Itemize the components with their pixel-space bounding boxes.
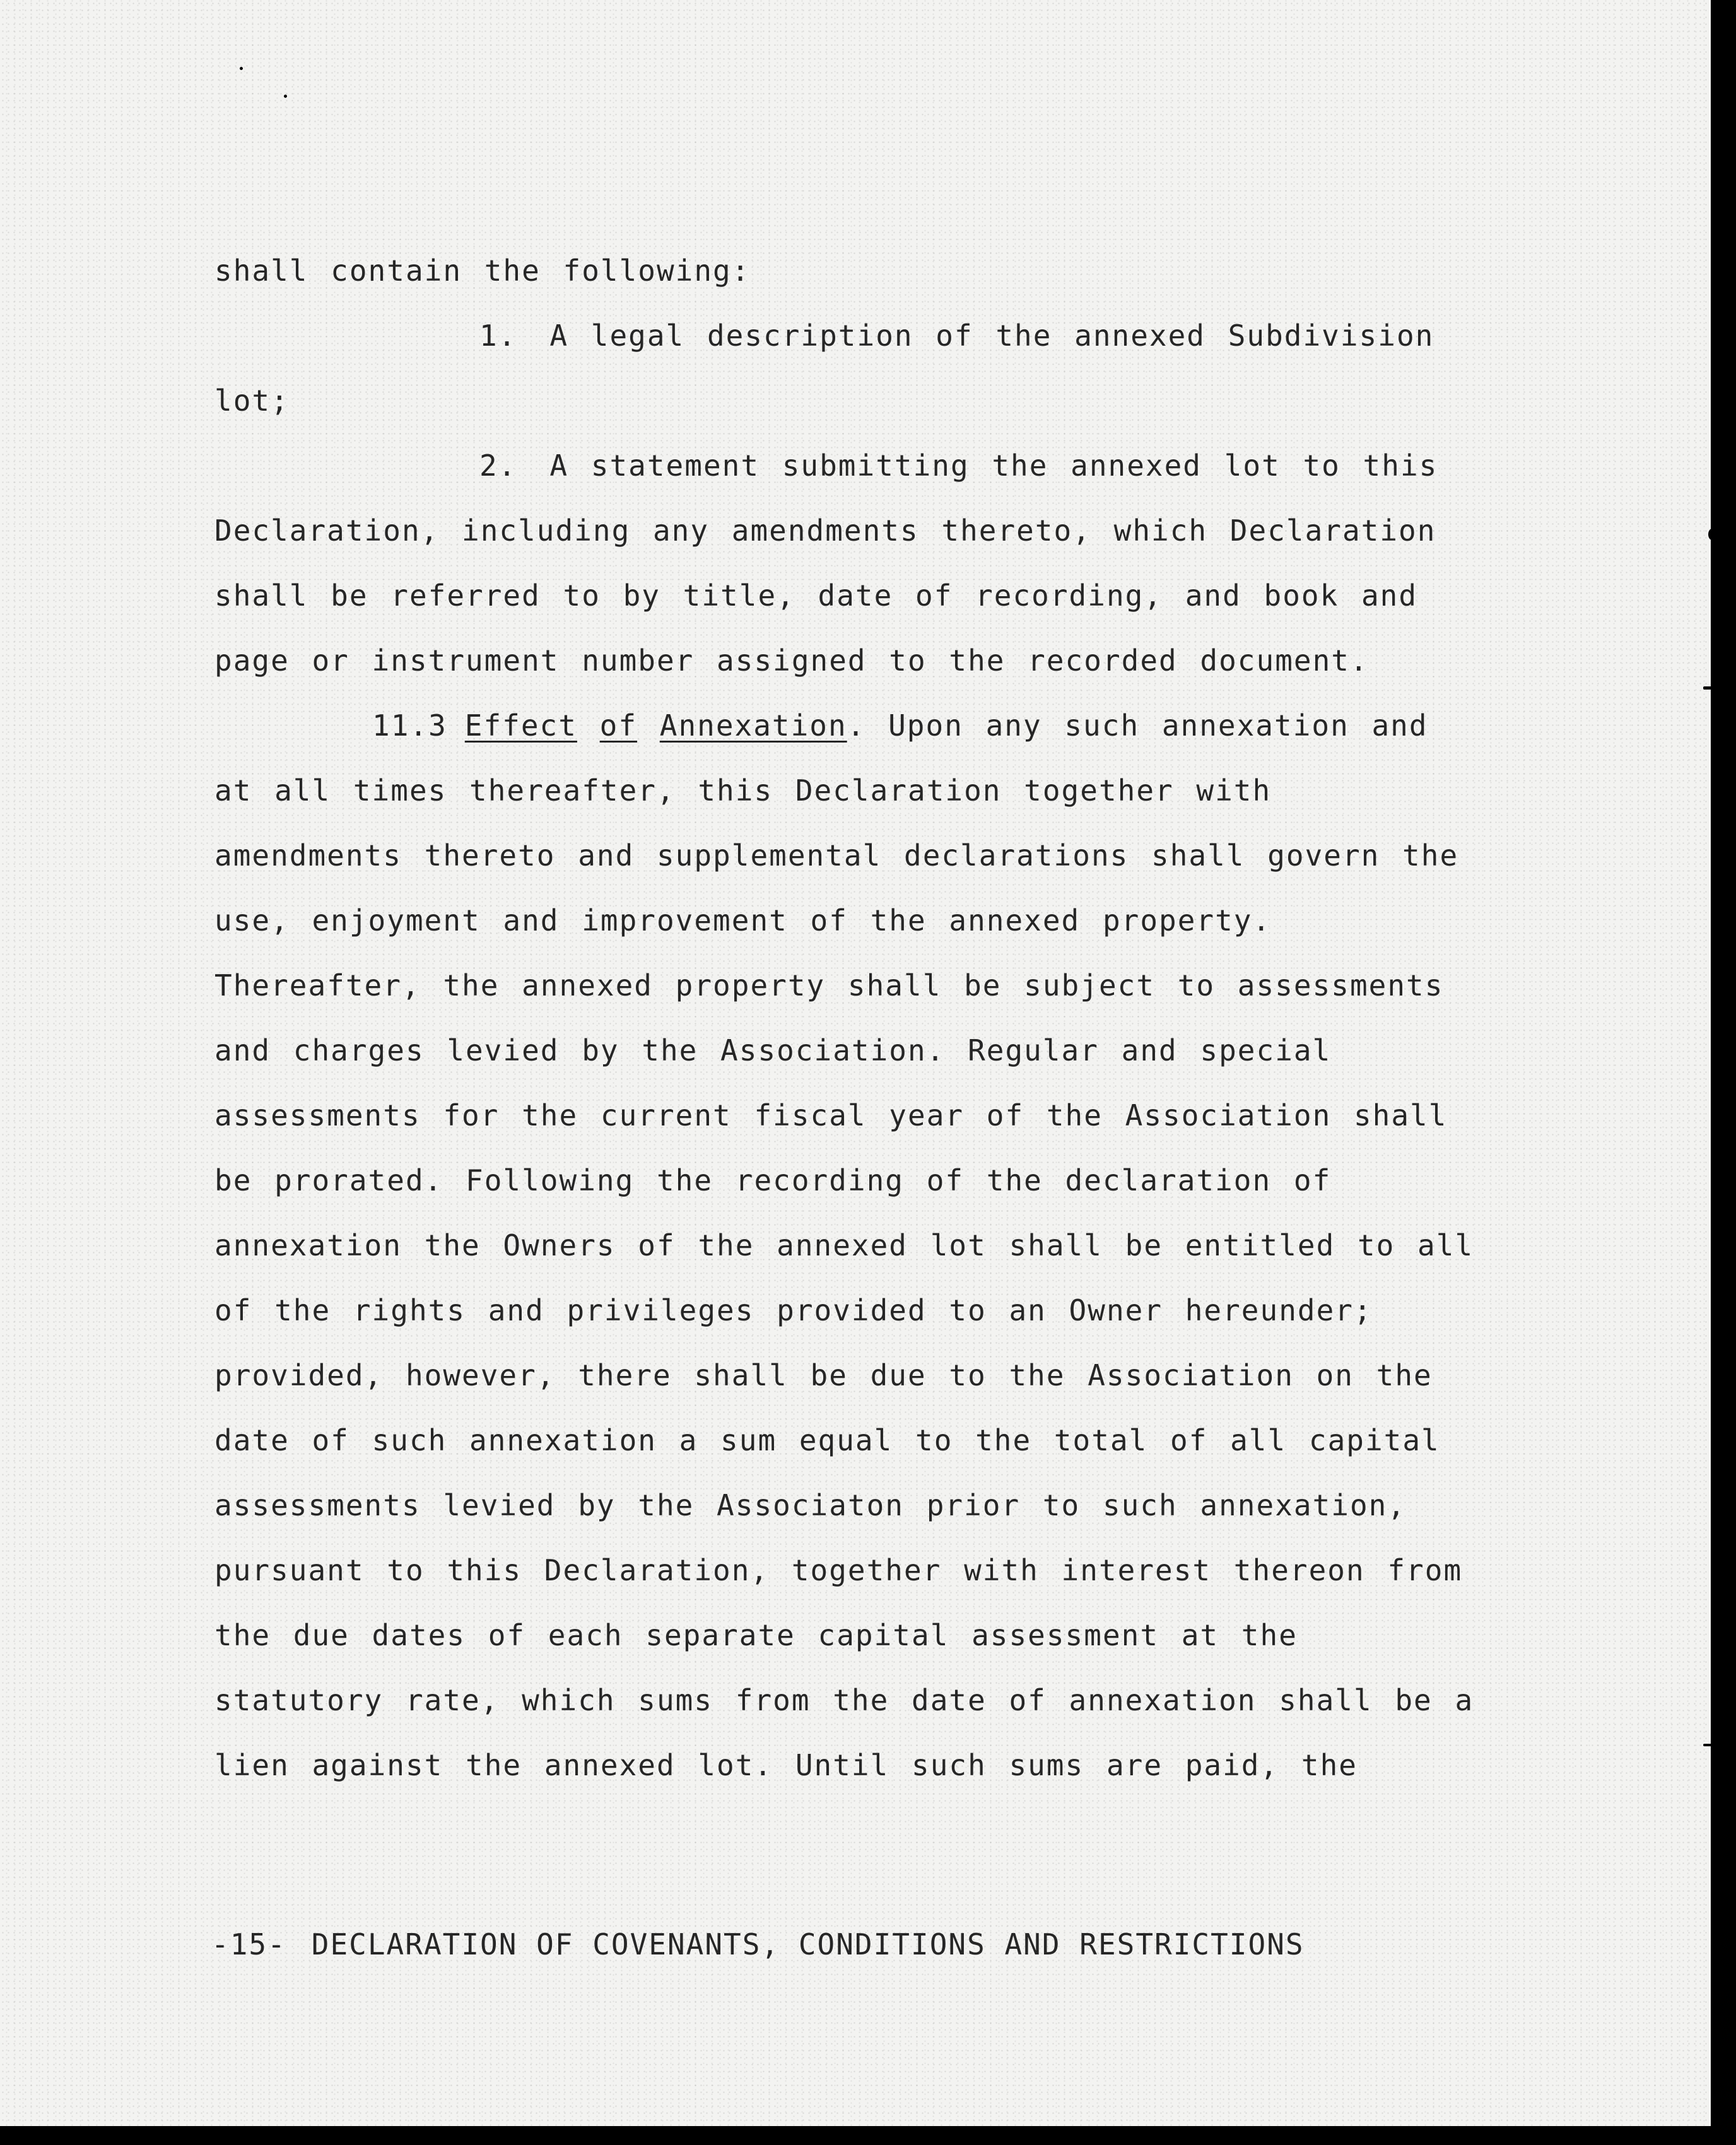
section-line: at all times thereafter, this Declaration together with	[214, 773, 1272, 808]
section-line: date of such annexation a sum equal to the total of all capital	[214, 1423, 1440, 1457]
list-item-1-line: lot;	[214, 384, 290, 418]
scan-speck	[1708, 529, 1716, 540]
section-line: Thereafter, the annexed property shall be subject to assessments	[214, 968, 1444, 1002]
list-item-text: A statement submitting the annexed lot to this	[549, 449, 1438, 483]
scan-speck	[240, 67, 243, 70]
section-number: 11.3	[372, 708, 447, 743]
section-heading-word: of	[599, 708, 638, 743]
page-number: -15-	[211, 1927, 286, 1961]
section-line: and charges levied by the Association. Regular and special	[214, 1033, 1332, 1067]
scan-edge-right	[1711, 0, 1736, 2145]
section-line: of the rights and privileges provided to an Owner hereunder;	[214, 1293, 1373, 1327]
page-footer	[211, 1927, 1305, 1961]
section-heading-period: .	[847, 708, 866, 743]
section-11-3-first-line	[214, 693, 1501, 758]
list-item-2-line: shall be referred to by title, date of recording, and book and	[214, 579, 1418, 613]
section-text: Upon any such annexation and	[888, 708, 1428, 743]
section-line: assessments for the current fiscal year of the Association shall	[214, 1098, 1448, 1132]
section-line: be prorated. Following the recording of the declaration of	[214, 1163, 1332, 1197]
list-item-1-first-line	[214, 303, 1501, 368]
section-line: pursuant to this Declaration, together with interest thereon from	[214, 1553, 1463, 1587]
document-body	[214, 238, 1501, 1798]
section-line: use, enjoyment and improvement of the annexed property.	[214, 903, 1272, 937]
scan-edge-bottom	[0, 2126, 1736, 2145]
list-item-2-line: page or instrument number assigned to the recorded document.	[214, 644, 1369, 678]
footer-title: DECLARATION OF COVENANTS, CONDITIONS AND RESTRICTIONS	[311, 1927, 1305, 1961]
list-item-number: 2.	[479, 449, 517, 483]
section-line: annexation the Owners of the annexed lot shall be entitled to all	[214, 1228, 1474, 1262]
list-item-2-line: Declaration, including any amendments thereto, which Declaration	[214, 514, 1436, 548]
scan-speck	[1703, 1744, 1718, 1746]
scan-speck	[1703, 686, 1720, 690]
continuation-line: shall contain the following:	[214, 254, 751, 288]
section-line: the due dates of each separate capital assessment at the	[214, 1618, 1298, 1652]
section-line: statutory rate, which sums from the date of annexation shall be a	[214, 1683, 1474, 1717]
section-line: assessments levied by the Associaton prior to such annexation,	[214, 1488, 1407, 1522]
section-line: amendments thereto and supplemental declarations shall govern the	[214, 838, 1459, 873]
section-heading-word: Effect	[464, 708, 577, 743]
section-heading-word: Annexation	[659, 708, 847, 743]
list-item-2-first-line	[214, 433, 1501, 498]
list-item-number: 1.	[479, 319, 517, 353]
section-line: provided, however, there shall be due to the Association on the	[214, 1358, 1433, 1392]
section-line: lien against the annexed lot. Until such sums are paid, the	[214, 1748, 1358, 1782]
scan-speck	[284, 95, 287, 98]
list-item-text: A legal description of the annexed Subdivision	[549, 319, 1434, 353]
